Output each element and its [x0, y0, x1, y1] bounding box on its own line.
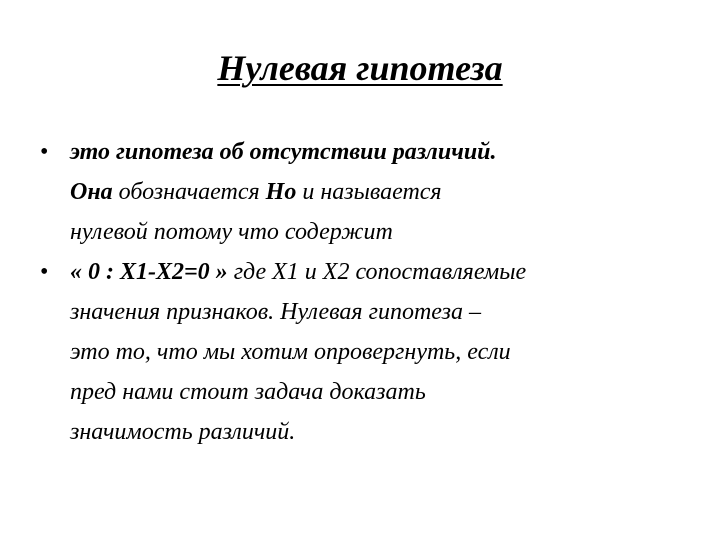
bullet-item-definition [36, 132, 696, 252]
text-line: значимость различий. [70, 419, 296, 445]
text-line [70, 172, 696, 212]
body-text: обозначается [112, 179, 266, 205]
body-text: и называется [296, 179, 442, 205]
bullet-marker: • [40, 259, 49, 285]
text-line [70, 252, 696, 292]
bold-text: Ho [265, 179, 297, 205]
slide-title: Нулевая гипотеза [217, 48, 503, 88]
bullet-marker: • [40, 139, 49, 165]
text-line: пред нами стоит задача доказать [70, 379, 426, 405]
bold-text: это гипотеза об отсутствии различий. [70, 139, 497, 165]
text-line: значения признаков. Нулевая гипотеза – [70, 299, 481, 325]
body-text: где X1 и X2 сопоставляемые [227, 259, 527, 285]
text-line: нулевой потому что содержит [70, 219, 393, 245]
formula-text: « 0 : X1-X2=0 » [70, 259, 228, 285]
bold-text: Она [70, 179, 113, 205]
bullet-list [36, 132, 696, 452]
text-line [70, 132, 696, 172]
text-line: это то, что мы хотим опровергнуть, если [70, 339, 511, 365]
bullet-item-formula [36, 252, 696, 452]
